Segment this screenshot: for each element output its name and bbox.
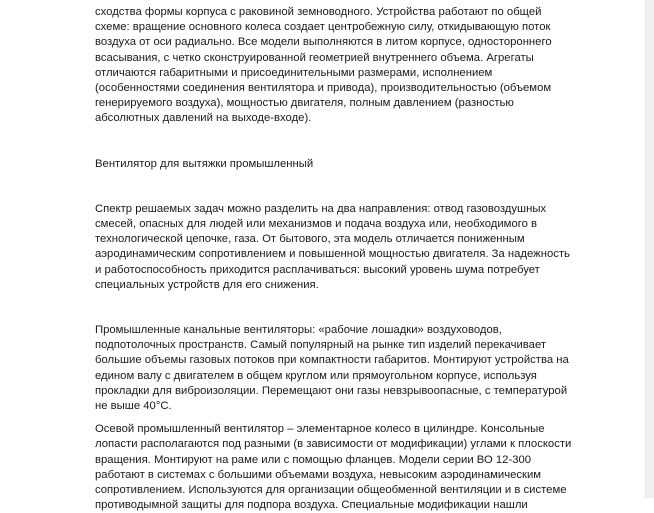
text-line: специальных устройств для его снижения. [95,278,319,291]
text-line: прокладки для виброизоляции. Перемещают они газы невзрывоопасные, с температурой [95,384,568,397]
text-line: смесей, опасных для людей или механизмов и подача воздуха или, необходимого в [95,218,538,231]
text-line: не выше 40°C. [95,400,172,413]
paragraph-2 [95,202,570,293]
section-heading: Вентилятор для вытяжки промышленный [95,157,314,170]
text-line: едином валу с двигателем в общем круглом или прямоугольном корпусе, используя [95,369,537,382]
text-line: воздуха от оси радиально. Все модели выполняются в литом корпусе, одностороннего [95,36,552,49]
text-line: подпотолочных пространств. Самый популярный на рынке тип изделий перекачивает [95,339,547,352]
window-edge [645,0,654,498]
text-line: вращения. Монтируют на раме или с помощью фланцев. Модели серии ВО 12-300 [95,453,532,466]
text-line: Спектр решаемых задач можно разделить на два направления: отвод газовоздушных [95,202,547,215]
text-line: технологической цепочке, газа. От бытового, эта модель отличается пониженным [95,233,525,246]
text-line: лопасти располагаются под разными (в зависимости от модификации) углами к плоскости [95,438,572,451]
text-line: большие объемы газовых потоков при компактности габаритов. Монтируют устройства на [95,354,569,367]
text-line: противодымной защиты для подпора воздуха. Специальные модификации нашли [95,499,528,512]
text-line: схеме: вращение основного колеса создает центробежную силу, откидывающую поток [95,21,551,34]
text-line: абсолютных давлений на выходе-входе). [95,112,312,125]
text-line: генерируемого воздуха), мощностью двигателя, полным давлением (разностью [95,97,514,110]
text-line: отличаются габаритными и присоединительными размерами, исполнением [95,66,493,79]
text-line: всасывания, с четко сконструированной геометрией внутреннего объема. Агрегаты [95,51,534,64]
text-line: сходства формы корпуса с раковиной земноводного. Устройства работают по общей [95,6,542,18]
text-line: (особенностями соединения вентилятора и привода), производительностью (объемом [95,82,552,95]
paragraph-3 [95,323,569,414]
paragraph-1 [95,5,565,127]
text-line: Осевой промышленный вентилятор – элементарное колесо в цилиндре. Консольные [95,423,545,436]
text-line: работают в системах с большими объемами воздуха, невысоким аэродинамическим [95,468,542,481]
text-line: аэродинамическим сопротивлением и повышенной мощностью двигателя. За надежность [95,248,570,261]
paragraph-4 [95,422,572,513]
text-line: и работоспособность приходится расплачиваться: высокий уровень шума потребует [95,263,540,276]
document-body [95,5,572,513]
text-line: сопротивлением. Используются для организации общеобменной вентиляции и в системе [95,484,567,497]
text-line: Промышленные канальные вентиляторы: «рабочие лошадки» воздуховодов, [95,324,502,337]
